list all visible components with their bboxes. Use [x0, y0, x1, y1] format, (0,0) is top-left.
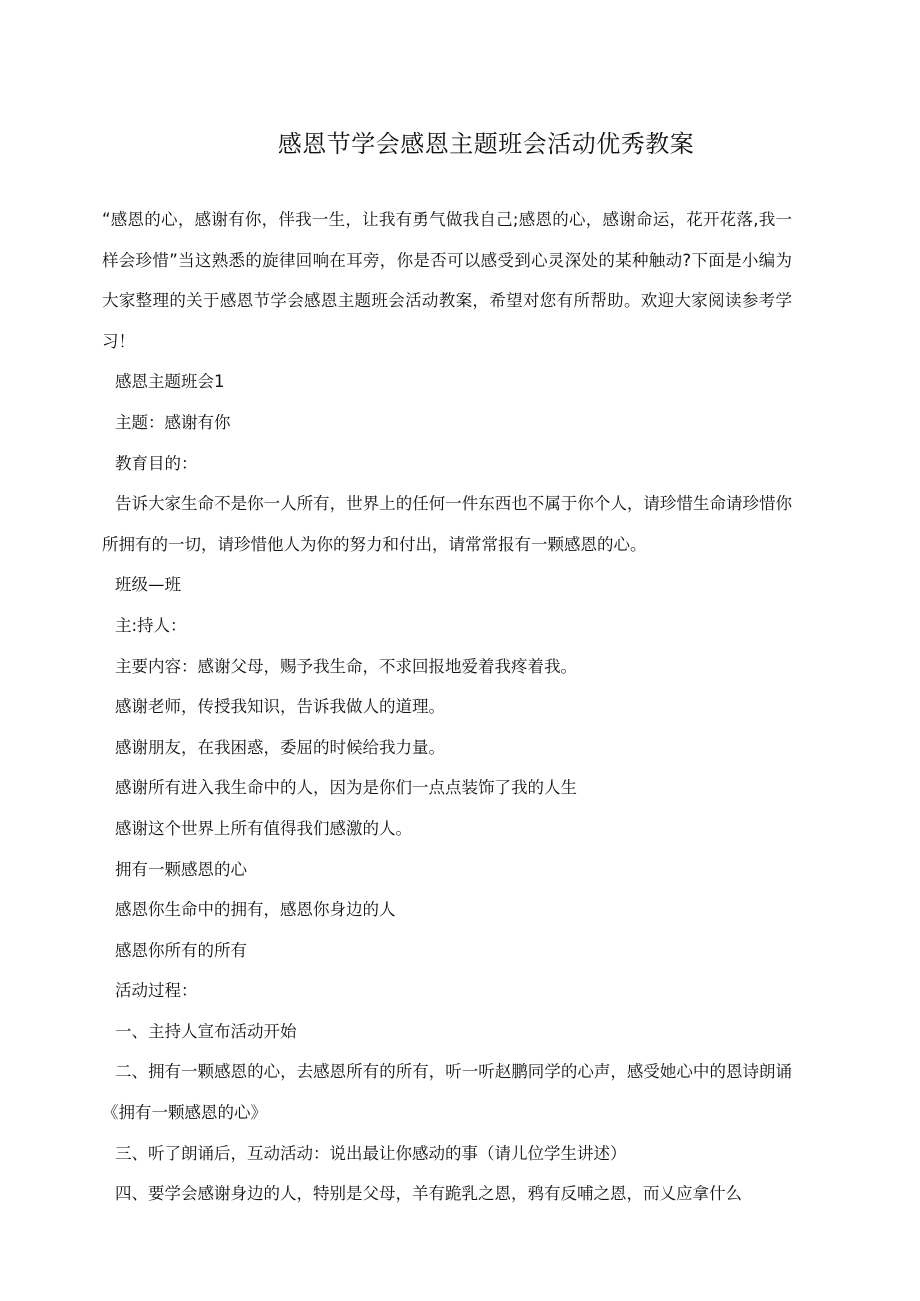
content-line: 感谢所有进入我生命中的人，因为是你们一点点装饰了我的人生 — [115, 778, 577, 798]
intro-paragraph: “感恩的心，感谢有你，伴我一生，让我有勇气做我自己;感恩的心，感谢命运，花开花落,我一样会珍惜”当这熟悉的旋律回响在耳旁，你是否可以感受到心灵深处的某种触动?下面是小编为大家整理的关于感恩节学会感恩主题班会活动教案，希望对您有所帮助。欢迎大家阅读参考学习！ — [102, 210, 792, 351]
purpose-label: 教育目的： — [115, 453, 198, 473]
class-line: 班级—班 — [115, 575, 181, 595]
content-line: 感谢老师，传授我知识，告诉我做人的道理。 — [115, 697, 445, 717]
content-line: 拥有一颗感恩的心 — [115, 859, 247, 879]
process-step: 三、听了朗诵后，互动活动：说出最让你感动的事（请儿位学生讲述） — [115, 1143, 627, 1163]
content-line: 感恩你生命中的拥有，感恩你身边的人 — [115, 900, 396, 920]
document-title: 感恩节学会感恩主题班会活动优秀教案 — [277, 130, 695, 158]
purpose-paragraph: 告诉大家生命不是你一人所有，世界上的任何一件东西也不属于你个人，请珍惜生命请珍惜你所拥有的一切，请珍惜他人为你的努力和付出，请常常报有一颗感恩的心。 — [102, 494, 792, 554]
content-line: 感恩你所有的所有 — [115, 940, 247, 960]
document-body — [102, 200, 792, 1215]
process-step: 二、拥有一颗感恩的心，去感恩所有的所有，听一听赵鹏同学的心声，感受她心中的恩诗朗诵《拥有一颗感恩的心》 — [102, 1062, 792, 1123]
theme-line: 主题：感谢有你 — [115, 412, 231, 432]
process-step: 一、主持人宣布活动开始 — [115, 1021, 297, 1041]
content-line: 主要内容：感谢父母，赐予我生命，不求回报地爱着我疼着我。 — [115, 656, 577, 676]
process-step: 四、要学会感谢身边的人，特别是父母，羊有跪乳之恩，鸦有反哺之恩，而乂应拿什么 — [115, 1184, 742, 1204]
content-line: 感谢朋友，在我困惑，委屈的时候给我力量。 — [115, 737, 445, 757]
content-line: 感谢这个世界上所有值得我们感激的人。 — [115, 818, 412, 838]
section-heading: 感恩主题班会1 — [115, 372, 225, 392]
host-line: 主:持人： — [115, 615, 187, 635]
process-label: 活动过程： — [115, 981, 198, 1001]
